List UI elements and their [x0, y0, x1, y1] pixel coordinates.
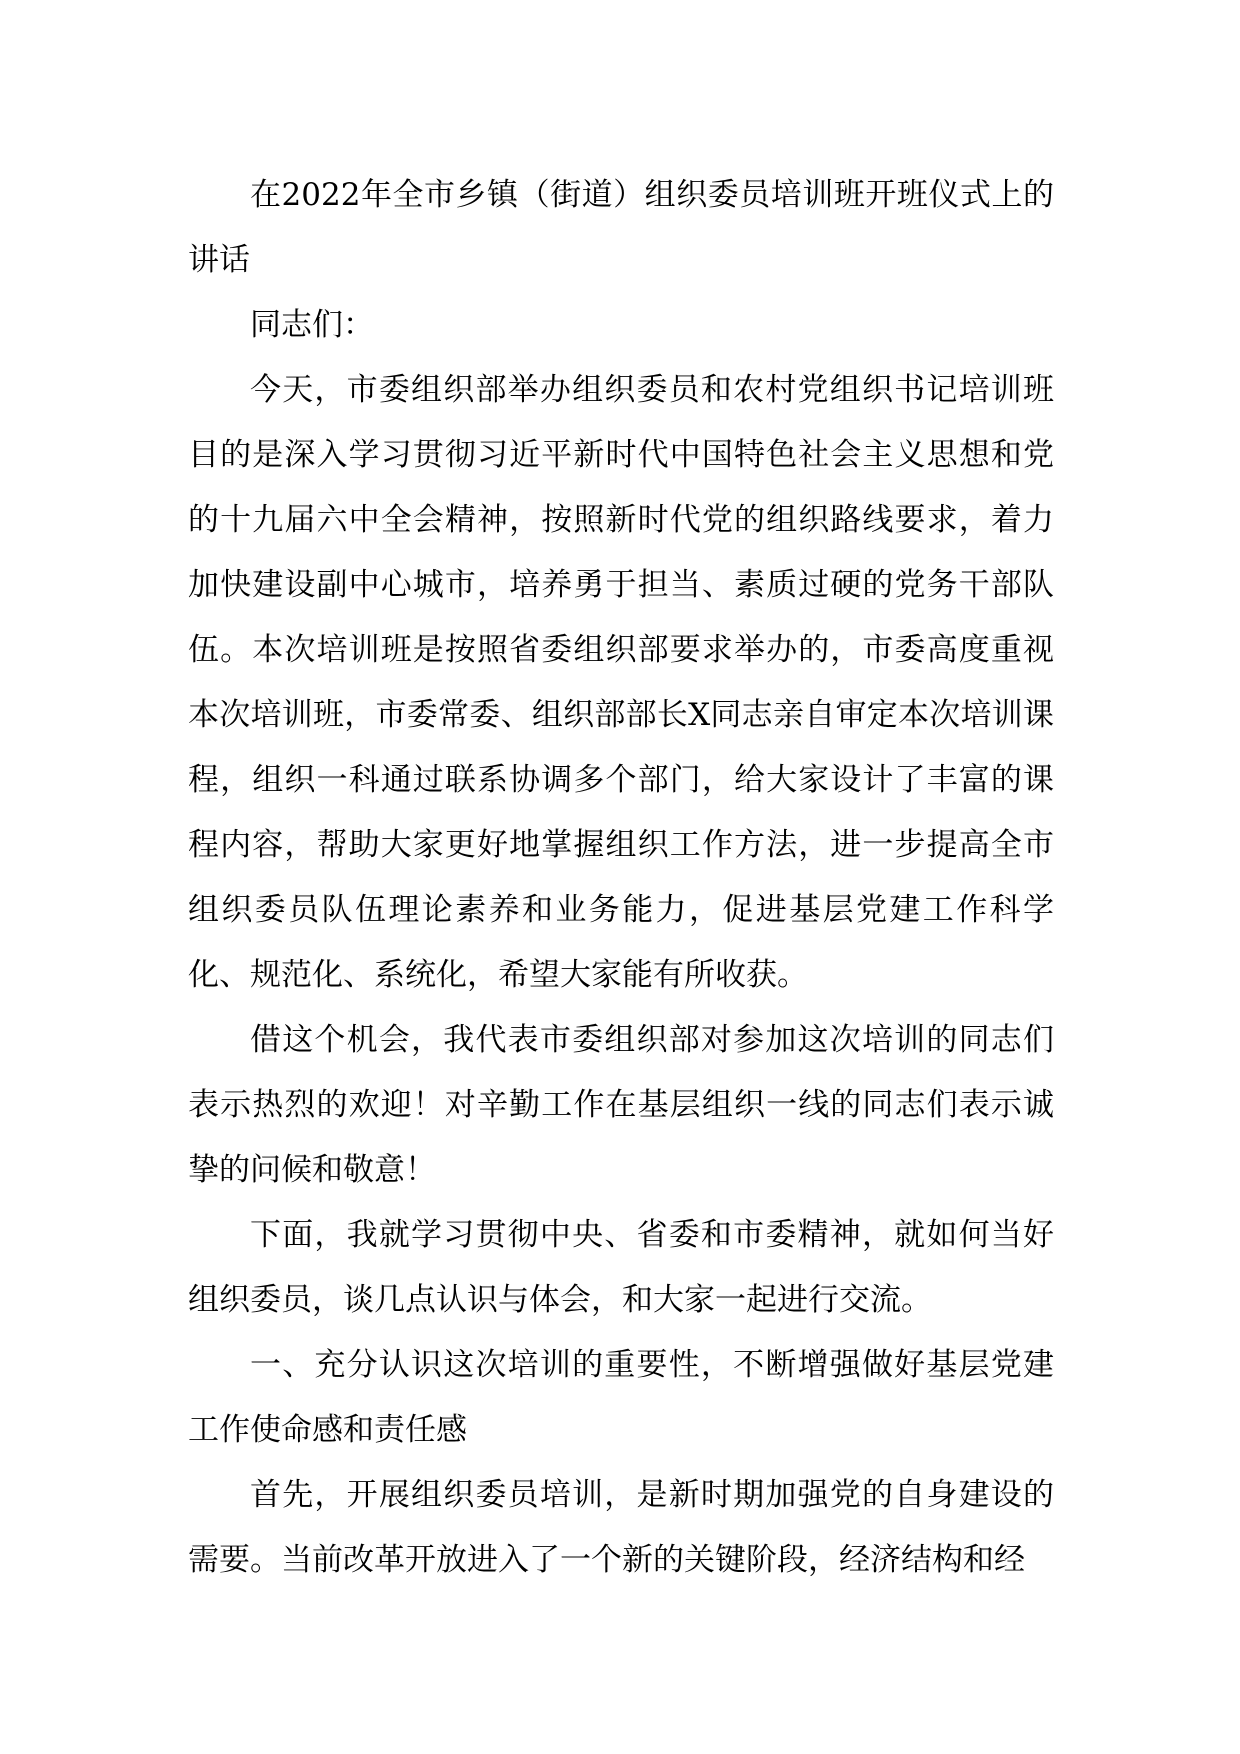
- document-title: 在2022年全市乡镇（街道）组织委员培训班开班仪式上的讲话: [188, 177, 1054, 278]
- paragraph: 下面，我就学习贯彻中央、省委和市委精神，就如何当好组织委员，谈几点认识与体会，和大家一起进行交流。: [188, 1217, 1054, 1318]
- paragraph: 今天，市委组织部举办组织委员和农村党组织书记培训班目的是深入学习贯彻习近平新时代中国特色社会主义思想和党的十九届六中全会精神，按照新时代党的组织路线要求，着力加快建设副中心城市，培养勇于担当、素质过硬的党务干部队伍。本次培训班是按照省委组织部要求举办的，市委高度重视本次培训班，市委常委、组织部部长X同志亲自审定本次培训课程，组织一科通过联系协调多个部门，给大家设计了丰富的课程内容，帮助大家更好地掌握组织工作方法，进一步提高全市组织委员队伍理论素养和业务能力，促进基层党建工作科学化、规范化、系统化，希望大家能有所收获。: [188, 372, 1054, 993]
- paragraph: 借这个机会，我代表市委组织部对参加这次培训的同志们表示热烈的欢迎！对辛勤工作在基层组织一线的同志们表示诚挚的问候和敬意！: [188, 1022, 1054, 1188]
- section-heading: 一、充分认识这次培训的重要性，不断增强做好基层党建工作使命感和责任感: [188, 1347, 1054, 1448]
- paragraph: 首先，开展组织委员培训，是新时期加强党的自身建设的需要。当前改革开放进入了一个新的关键阶段，经济结构和经: [188, 1477, 1054, 1578]
- salutation: 同志们：: [250, 307, 374, 343]
- document-body: [188, 163, 1054, 1593]
